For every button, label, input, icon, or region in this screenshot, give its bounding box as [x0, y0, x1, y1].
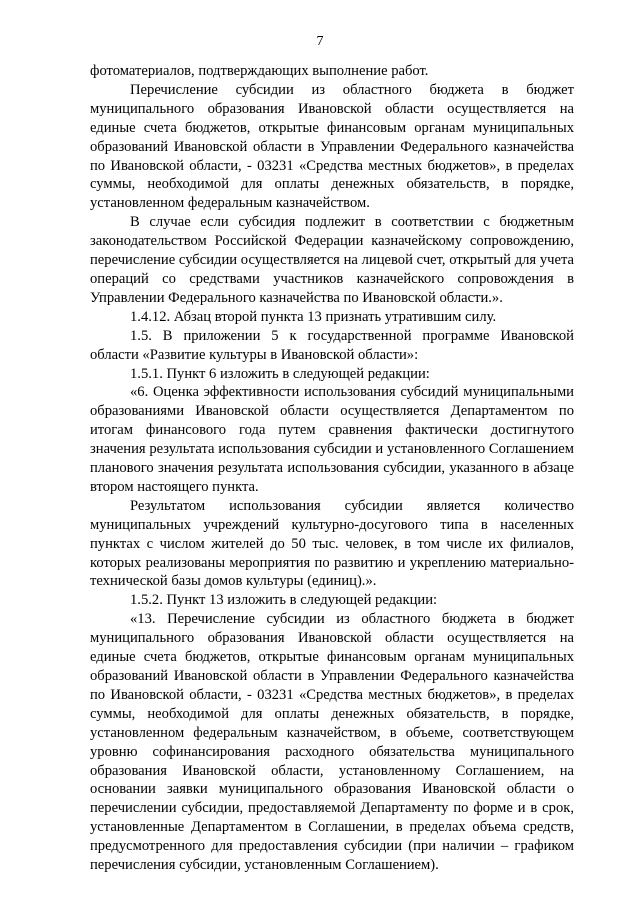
paragraph-point-6: «6. Оценка эффективности использования субсидий муниципальными образованиями Ивановской области осуществляется Департаментом по итогам финансового года путем сравнения фактически достигнутого значения результата использования субсидии и установленного Соглашением планового значения результата использования субсидии, указанного в абзаце втором настоящего пункта.: [90, 384, 574, 495]
paragraph-item-1-4-12: 1.4.12. Абзац второй пункта 13 признать утратившим силу.: [130, 308, 497, 325]
paragraph-point-13: «13. Перечисление субсидии из областного бюджета в бюджет муниципального образования Ивановской области осуществляется на единые счета бюджетов, открытые финансовым органам муниципальных образований Ивановской области в Управлении Федерального казначейства по Ивановской области, - 03231 «Средства местных бюджетов», в пределах суммы, необходимой для оплаты денежных обязательств, в порядке, установленном федеральным казначейством, в объеме, соответствующем уровню софинансирования расходного обязательства муниципального образования Ивановской области, установленному Соглашением, на основании заявки муниципального образования Ивановской области о перечислении субсидии, предоставляемой Департаменту по форме и в срок, установленные Департаментом в Соглашении, в пределах объема средств, предусмотренного для предоставления субсидии (при наличии – графиком перечисления субсидии, установленным Соглашением).: [90, 611, 574, 874]
paragraph-transfer-subsidy: Перечисление субсидии из областного бюджета в бюджет муниципального образования Ивановской области осуществляется на единые счета бюджетов, открытые финансовым органам муниципальных образований Ивановской области в Управлении Федерального казначейства по Ивановской области, - 03231 «Средства местных бюджетов», в пределах суммы, необходимой для оплаты денежных обязательств, в порядке, установленном федеральным казначейством.: [90, 81, 574, 212]
paragraph-item-1-5-2: 1.5.2. Пункт 13 изложить в следующей редакции:: [130, 592, 438, 609]
paragraph-treasury-support: В случае если субсидия подлежит в соответствии с бюджетным законодательством Российской Федерации казначейскому сопровождению, перечисление субсидии осуществляется на лицевой счет, открытый для учета операций со средствами участников казначейского сопровождения в Управлении Федерального казначейства по Ивановской области.».: [90, 214, 574, 306]
paragraph-result: Результатом использования субсидии является количество муниципальных учреждений культурно-досугового типа в населенных пунктах с числом жителей до 50 тыс. человек, в том числе их филиалов, которых реализованы мероприятия по развитию и укреплению материально-технической базы домов культуры (единиц).».: [90, 497, 574, 590]
page-number: 7: [316, 34, 324, 49]
paragraph-item-1-5-1: 1.5.1. Пункт 6 изложить в следующей редакции:: [130, 365, 430, 382]
paragraph-item-1-5: 1.5. В приложении 5 к государственной программе Ивановской области «Развитие культуры в Ивановской области»:: [90, 327, 574, 363]
document-body: [90, 62, 574, 875]
paragraph-continuation: фотоматериалов, подтверждающих выполнение работ.: [90, 63, 429, 79]
